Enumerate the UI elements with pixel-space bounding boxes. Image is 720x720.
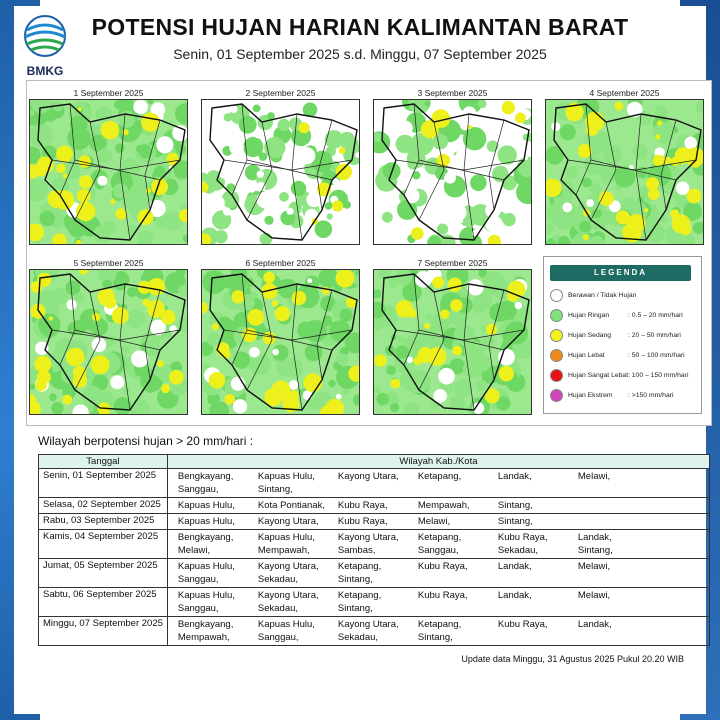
legend-color-swatch <box>550 309 563 322</box>
row-date: Selasa, 02 September 2025 <box>39 498 168 514</box>
row-regions <box>167 498 709 514</box>
legend-range: : 100 – 150 mm/hari <box>628 372 689 379</box>
map-date-label: 4 September 2025 <box>589 88 660 98</box>
legend-range: : >150 mm/hari <box>628 392 674 399</box>
rain-map-image <box>201 99 360 245</box>
row-date: Rabu, 03 September 2025 <box>39 514 168 530</box>
legend-color-swatch <box>550 349 563 362</box>
region-name: Kayong Utara, <box>337 532 399 543</box>
row-date: Sabtu, 06 September 2025 <box>39 588 168 617</box>
region-name: Kubu Raya, <box>337 516 388 527</box>
legend-color-swatch <box>550 289 563 302</box>
region-name: Sanggau, <box>177 603 219 614</box>
region-name: Sintang, <box>497 516 533 527</box>
row-date: Kamis, 04 September 2025 <box>39 530 168 559</box>
region-name: Kapuas Hulu, <box>177 561 235 572</box>
page-subtitle: Senin, 01 September 2025 s.d. Minggu, 07 September 2025 <box>173 46 547 62</box>
section-label: Wilayah berpotensi hujan > 20 mm/hari : <box>38 434 254 448</box>
legend-range: : 20 – 50 mm/hari <box>628 332 681 339</box>
region-name: Mempawah, <box>417 500 470 511</box>
region-name: Bengkayang, <box>177 471 234 482</box>
rain-map-image <box>201 269 360 415</box>
region-name: Kapuas Hulu, <box>177 516 235 527</box>
row-regions <box>167 469 709 498</box>
region-name: Kota Pontianak, <box>257 500 325 511</box>
rain-map-image <box>373 269 532 415</box>
row-date: Minggu, 07 September 2025 <box>39 617 168 646</box>
region-name: Ketapang, <box>417 619 462 630</box>
region-name: Ketapang, <box>337 590 382 601</box>
region-name: Melawi, <box>577 561 611 572</box>
region-name: Melawi, <box>177 545 211 556</box>
region-name: Sanggau, <box>257 632 299 643</box>
region-name: Kubu Raya, <box>417 561 468 572</box>
rain-map-image <box>545 99 704 245</box>
region-name: Sekadau, <box>337 632 379 643</box>
legend-range: : 0.5 – 20 mm/hari <box>628 312 683 319</box>
map-date-label: 3 September 2025 <box>417 88 488 98</box>
legend-color-swatch <box>550 369 563 382</box>
map-date-label: 2 September 2025 <box>245 88 316 98</box>
legend-label: Hujan Sangat Lebat <box>568 372 629 379</box>
table-row <box>39 469 710 498</box>
table-row <box>39 530 710 559</box>
region-name: Sintang, <box>257 484 293 495</box>
region-name: Sanggau, <box>177 484 219 495</box>
region-name: Landak, <box>577 532 612 543</box>
region-name: Kayong Utara, <box>257 561 319 572</box>
region-name: Kapuas Hulu, <box>257 619 315 630</box>
region-name: Sekadau, <box>497 545 539 556</box>
rain-map-day-4 <box>545 87 704 245</box>
row-regions <box>167 617 709 646</box>
region-name: Sanggau, <box>177 574 219 585</box>
legend-label: Hujan Ringan <box>568 312 610 319</box>
legend-item <box>550 329 700 343</box>
region-name: Kapuas Hulu, <box>257 471 315 482</box>
legend-item <box>550 389 700 403</box>
map-date-label: 7 September 2025 <box>417 258 488 268</box>
rain-map-day-6 <box>201 257 360 415</box>
row-regions <box>167 559 709 588</box>
region-name: Sekadau, <box>257 574 299 585</box>
rain-map-day-1 <box>29 87 188 245</box>
rain-map-day-3 <box>373 87 532 245</box>
region-name: Kayong Utara, <box>257 590 319 601</box>
region-name: Kayong Utara, <box>337 619 399 630</box>
region-name: Bengkayang, <box>177 619 234 630</box>
region-name: Sekadau, <box>257 603 299 614</box>
legend-label: Berawan / Tidak Hujan <box>568 292 637 299</box>
legend-item <box>550 349 700 363</box>
legend-label: Hujan Ekstrem <box>568 392 613 399</box>
legend-label: Hujan Lebat <box>568 352 605 359</box>
region-name: Kayong Utara, <box>257 516 319 527</box>
region-name: Kubu Raya, <box>417 590 468 601</box>
region-name: Melawi, <box>577 590 611 601</box>
region-name: Bengkayang, <box>177 532 234 543</box>
table-row <box>39 617 710 646</box>
row-regions <box>167 530 709 559</box>
region-name: Landak, <box>497 590 532 601</box>
table-header-region: Wilayah Kab./Kota <box>167 455 709 469</box>
region-name: Sintang, <box>417 632 453 643</box>
row-regions <box>167 514 709 530</box>
table-row <box>39 559 710 588</box>
table-row <box>39 588 710 617</box>
region-name: Melawi, <box>577 471 611 482</box>
table-header-date: Tanggal <box>39 455 168 469</box>
map-date-label: 1 September 2025 <box>73 88 144 98</box>
legend-color-swatch <box>550 389 563 402</box>
region-name: Ketapang, <box>417 471 462 482</box>
region-name: Kapuas Hulu, <box>177 590 235 601</box>
map-date-label: 5 September 2025 <box>73 258 144 268</box>
region-name: Sintang, <box>497 500 533 511</box>
legend-panel <box>543 256 702 414</box>
region-name: Landak, <box>497 471 532 482</box>
region-name: Sintang, <box>337 603 373 614</box>
region-name: Landak, <box>577 619 612 630</box>
region-name: Sintang, <box>337 574 373 585</box>
region-name: Kubu Raya, <box>337 500 388 511</box>
row-date: Senin, 01 September 2025 <box>39 469 168 498</box>
legend-label: Hujan Sedang <box>568 332 612 339</box>
update-timestamp: Update data Minggu, 31 Agustus 2025 Pukul 20.20 WIB <box>461 654 684 664</box>
rain-map-day-7 <box>373 257 532 415</box>
infographic-sheet <box>14 6 706 714</box>
rain-map-day-5 <box>29 257 188 415</box>
region-table <box>38 454 710 646</box>
legend-title: LEGENDA <box>550 265 691 281</box>
region-name: Kapuas Hulu, <box>257 532 315 543</box>
legend-item <box>550 309 700 323</box>
rain-map-image <box>373 99 532 245</box>
legend-item <box>550 289 700 303</box>
region-name: Mempawah, <box>257 545 310 556</box>
region-name: Ketapang, <box>417 532 462 543</box>
page-title: POTENSI HUJAN HARIAN KALIMANTAN BARAT <box>91 14 629 40</box>
region-name: Sintang, <box>577 545 613 556</box>
region-name: Landak, <box>497 561 532 572</box>
region-name: Kubu Raya, <box>497 619 548 630</box>
region-name: Kayong Utara, <box>337 471 399 482</box>
map-date-label: 6 September 2025 <box>245 258 316 268</box>
legend-range: : 50 – 100 mm/hari <box>628 352 685 359</box>
row-date: Jumat, 05 September 2025 <box>39 559 168 588</box>
region-name: Sambas, <box>337 545 376 556</box>
legend-color-swatch <box>550 329 563 342</box>
region-name: Mempawah, <box>177 632 230 643</box>
legend-item <box>550 369 700 383</box>
region-name: Melawi, <box>417 516 451 527</box>
table-row <box>39 514 710 530</box>
region-name: Ketapang, <box>337 561 382 572</box>
region-name: Kapuas Hulu, <box>177 500 235 511</box>
region-name: Kubu Raya, <box>497 532 548 543</box>
row-regions <box>167 588 709 617</box>
logo-text: BMKG <box>26 64 64 78</box>
rain-map-image <box>29 99 188 245</box>
table-row <box>39 498 710 514</box>
rain-map-day-2 <box>201 87 360 245</box>
region-name: Sanggau, <box>417 545 459 556</box>
rain-map-image <box>29 269 188 415</box>
maps-frame <box>26 80 712 426</box>
